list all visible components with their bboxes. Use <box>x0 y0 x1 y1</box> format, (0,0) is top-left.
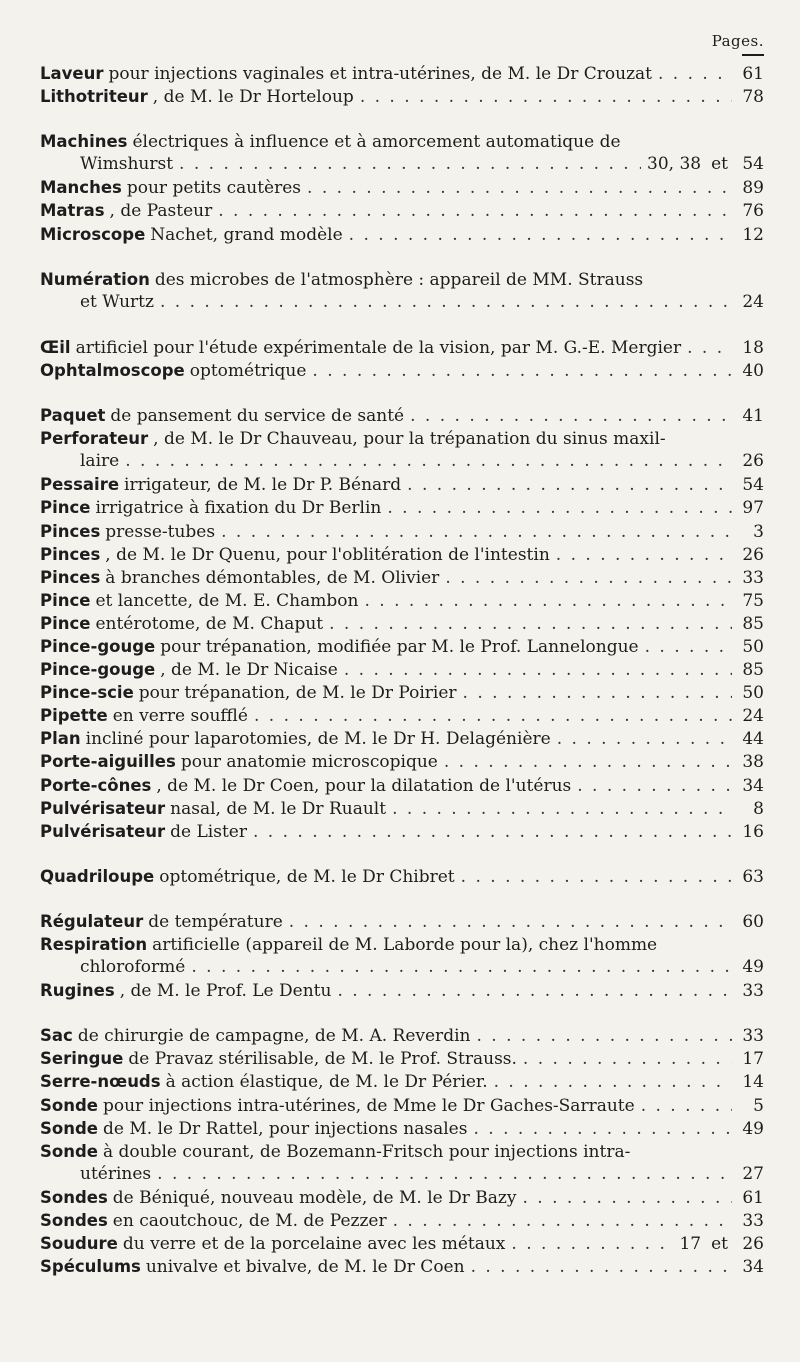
entry-keyword: Serre-nœuds <box>40 1072 161 1092</box>
page-number: 33 <box>742 1211 764 1232</box>
entry-line <box>40 427 764 450</box>
page-number: 3 <box>753 521 764 542</box>
index-entry <box>40 473 764 496</box>
page-number: 89 <box>742 178 764 199</box>
entry-description: des microbes de l'atmosphère : appareil de MM. Strauss <box>154 269 644 290</box>
index-entry <box>40 223 764 246</box>
entry-line <box>40 62 764 85</box>
dot-leader <box>289 911 732 934</box>
index-entry <box>40 658 764 681</box>
page-number: 97 <box>742 498 764 519</box>
entry-keyword: Soudure <box>40 1234 118 1254</box>
entry-keyword: Pinces <box>40 521 101 541</box>
page-number: 18 <box>742 337 764 358</box>
entry-line <box>40 176 764 199</box>
entry-description: Wimshurst <box>80 154 174 175</box>
entry-description: , de M. le Prof. Le Dentu <box>119 981 332 1002</box>
index-entry <box>40 933 764 979</box>
index-entry <box>40 496 764 519</box>
page-number: 63 <box>742 866 764 887</box>
entry-description: de Pravaz stérilisable, de M. le Prof. Strauss. <box>128 1049 517 1070</box>
index-entry <box>40 865 764 888</box>
index-group <box>40 130 764 245</box>
dot-leader <box>254 705 732 728</box>
index-entry <box>40 910 764 933</box>
entry-line <box>40 1024 764 1047</box>
index-group <box>40 910 764 1002</box>
entry-line <box>40 1117 764 1140</box>
index-entry <box>40 336 764 359</box>
dot-leader <box>387 497 732 520</box>
dot-leader <box>523 1048 732 1071</box>
entry-line <box>40 681 764 704</box>
dot-leader <box>392 798 732 821</box>
dot-leader <box>407 474 732 497</box>
dot-leader <box>641 1095 732 1118</box>
entry-line <box>40 750 764 773</box>
entry-line <box>40 566 764 589</box>
entry-description: de température <box>148 911 283 932</box>
entry-keyword: Pince-scie <box>40 683 134 703</box>
entry-description: artificiel pour l'étude expérimentale de la vision, par M. G.-E. Mergier <box>75 337 682 358</box>
page-number: 76 <box>742 201 764 222</box>
entry-keyword: Paquet <box>40 406 106 426</box>
page-number: 26 <box>742 1234 764 1255</box>
entry-description: de M. le Dr Rattel, pour injections nasales <box>102 1118 468 1139</box>
entry-keyword: Porte-cônes <box>40 775 152 795</box>
page-number: 60 <box>742 911 764 932</box>
dot-leader <box>494 1071 732 1094</box>
entry-description: électriques à influence et à amorcement automatique de <box>132 132 621 153</box>
entry-line <box>40 1232 764 1255</box>
index-entry <box>40 566 764 589</box>
entry-line <box>40 635 764 658</box>
index-entry <box>40 774 764 797</box>
entry-description: nasal, de M. le Dr Ruault <box>170 798 387 819</box>
dot-leader <box>476 1025 732 1048</box>
entry-line <box>40 1047 764 1070</box>
entry-line <box>40 820 764 843</box>
index-group <box>40 268 764 314</box>
dot-leader <box>556 544 732 567</box>
entry-description: et Wurtz <box>80 291 154 312</box>
dot-leader <box>307 177 732 200</box>
dot-leader <box>329 613 732 636</box>
page-number: 78 <box>742 87 764 108</box>
dot-leader <box>473 1118 732 1141</box>
entry-line <box>40 774 764 797</box>
index-entry <box>40 1255 764 1278</box>
dot-leader <box>410 405 732 428</box>
page-number: 85 <box>742 660 764 681</box>
dot-leader <box>191 956 732 979</box>
entry-line <box>40 589 764 612</box>
entry-keyword: Rugines <box>40 981 115 1001</box>
entry-keyword: Sonde <box>40 1118 98 1138</box>
index-entry <box>40 1094 764 1117</box>
entry-line <box>40 1255 764 1278</box>
page-number: 41 <box>742 406 764 427</box>
index-entry <box>40 635 764 658</box>
page-number: 24 <box>742 706 764 727</box>
index-group <box>40 865 764 888</box>
entry-description: utérines <box>80 1163 152 1184</box>
entry-keyword: Microscope <box>40 224 146 244</box>
index-entry <box>40 797 764 820</box>
entry-line <box>40 336 764 359</box>
page-number: 34 <box>742 775 764 796</box>
entry-description: en caoutchouc, de M. de Pezzer <box>112 1211 387 1232</box>
index-entry <box>40 520 764 543</box>
entry-continuation-line <box>40 1163 764 1186</box>
index-entry <box>40 359 764 382</box>
page-number: 17 <box>742 1049 764 1070</box>
entry-keyword: Pipette <box>40 706 108 726</box>
entry-line <box>40 704 764 727</box>
page-number: 33 <box>742 981 764 1002</box>
entry-keyword: Régulateur <box>40 911 144 931</box>
entry-description: en verre soufflé <box>112 706 248 727</box>
page-joiner: et <box>711 154 728 175</box>
entry-keyword: Laveur <box>40 64 104 83</box>
entry-keyword: Sonde <box>40 1095 98 1115</box>
page-number: 50 <box>742 683 764 704</box>
page-number: 33 <box>742 567 764 588</box>
index-entries <box>40 62 764 1278</box>
entry-line <box>40 473 764 496</box>
entry-description: incliné pour laparotomies, de M. le Dr H. Delagénière <box>85 729 551 750</box>
page-number: 44 <box>742 729 764 750</box>
dot-leader <box>221 521 732 544</box>
dot-leader <box>344 659 732 682</box>
index-entry <box>40 404 764 427</box>
entry-description: de Lister <box>170 821 247 842</box>
dot-leader <box>645 636 732 659</box>
entry-description: à double courant, de Bozemann-Fritsch pour injections intra- <box>102 1141 631 1162</box>
entry-description: du verre et de la porcelaine avec les métaux <box>122 1234 506 1255</box>
page-number: 26 <box>742 451 764 472</box>
index-entry <box>40 704 764 727</box>
entry-line <box>40 1209 764 1232</box>
entry-line <box>40 404 764 427</box>
dot-leader <box>360 86 732 109</box>
entry-description: , de M. le Dr Nicaise <box>160 660 338 681</box>
entry-keyword: Lithotriteur <box>40 87 148 107</box>
index-entry <box>40 130 764 176</box>
dot-leader <box>463 682 732 705</box>
entry-keyword: Porte-aiguilles <box>40 752 176 772</box>
entry-continuation-line <box>40 153 764 176</box>
index-entry <box>40 1140 764 1186</box>
page-number: 14 <box>742 1072 764 1093</box>
entry-keyword: Spéculums <box>40 1257 141 1277</box>
index-group <box>40 62 764 108</box>
entry-description: artificielle (appareil de M. Laborde pour la), chez l'homme <box>152 935 658 955</box>
index-entry <box>40 1070 764 1093</box>
entry-keyword: Sac <box>40 1026 73 1046</box>
dot-leader <box>393 1210 732 1233</box>
page-number: 34 <box>742 1257 764 1278</box>
entry-description: , de Pasteur <box>109 201 213 222</box>
entry-description: irrigateur, de M. le Dr P. Bénard <box>124 475 402 496</box>
index-entry <box>40 543 764 566</box>
entry-keyword: Pince <box>40 590 91 610</box>
page-number: 5 <box>753 1095 764 1116</box>
page-number: 54 <box>742 475 764 496</box>
entry-line <box>40 1186 764 1209</box>
dot-leader <box>364 590 732 613</box>
index-entry <box>40 176 764 199</box>
page-number: 54 <box>742 154 764 175</box>
page-number: 12 <box>742 224 764 245</box>
entry-description: et lancette, de M. E. Chambon <box>95 590 359 611</box>
index-entry <box>40 427 764 473</box>
page-joiner: et <box>711 1234 728 1255</box>
index-entry <box>40 727 764 750</box>
entry-description: Nachet, grand modèle <box>150 224 343 245</box>
page-number: 8 <box>753 798 764 819</box>
page-number: 17 <box>679 1234 702 1255</box>
entry-keyword: Pessaire <box>40 475 120 495</box>
entry-line <box>40 223 764 246</box>
index-entry <box>40 750 764 773</box>
entry-keyword: Numération <box>40 269 150 289</box>
entry-description: laire <box>80 451 120 472</box>
entry-keyword: Plan <box>40 729 81 749</box>
entry-continuation-line <box>40 450 764 473</box>
pages-column-header: Pages. <box>711 32 764 50</box>
index-entry <box>40 612 764 635</box>
entry-description: de Béniqué, nouveau modèle, de M. le Dr Bazy <box>112 1187 517 1208</box>
dot-leader <box>253 821 732 844</box>
index-group <box>40 1024 764 1278</box>
dot-leader <box>179 153 641 176</box>
entry-description: optométrique <box>189 360 307 381</box>
entry-continuation-line <box>40 956 764 979</box>
dot-leader <box>687 337 732 360</box>
dot-leader <box>444 751 732 774</box>
entry-description: , de M. le Dr Chauveau, pour la trépanation du sinus maxil- <box>153 429 666 450</box>
page-number: 49 <box>742 957 764 978</box>
entry-keyword: Ophtalmoscope <box>40 360 185 380</box>
dot-leader <box>312 360 732 383</box>
entry-keyword: Machines <box>40 132 128 152</box>
entry-description: pour injections vaginales et intra-utérines, de M. le Dr Crouzat <box>108 64 652 84</box>
entry-line <box>40 199 764 222</box>
entry-line <box>40 85 764 108</box>
dot-leader <box>218 200 732 223</box>
entry-description: à action élastique, de M. le Dr Périer. <box>165 1072 488 1093</box>
dot-leader <box>160 291 732 314</box>
entry-description: de chirurgie de campagne, de M. A. Reverdin <box>77 1026 471 1047</box>
entry-description: , de M. le Dr Horteloup <box>152 87 354 108</box>
dot-leader <box>511 1233 673 1256</box>
entry-line <box>40 543 764 566</box>
entry-description: pour trépanation, de M. le Dr Poirier <box>138 683 457 704</box>
entry-description: de pansement du service de santé <box>110 406 405 427</box>
dot-leader <box>658 63 732 86</box>
entry-description: pour injections intra-utérines, de Mme le Dr Gaches-Sarraute <box>102 1095 635 1116</box>
entry-description: chloroformé <box>80 957 186 978</box>
index-group <box>40 404 764 843</box>
entry-description: pour petits cautères <box>126 178 302 199</box>
entry-description: univalve et bivalve, de M. le Dr Coen <box>145 1257 465 1278</box>
index-group <box>40 336 764 382</box>
page-references <box>647 153 764 176</box>
dot-leader <box>557 728 732 751</box>
index-entry <box>40 85 764 108</box>
entry-line <box>40 1070 764 1093</box>
entry-line <box>40 612 764 635</box>
dot-leader <box>349 224 732 247</box>
index-entry <box>40 1047 764 1070</box>
entry-keyword: Sonde <box>40 1141 98 1161</box>
entry-line <box>40 1140 764 1163</box>
page-number: 49 <box>742 1118 764 1139</box>
entry-line <box>40 797 764 820</box>
entry-description: , de M. le Dr Coen, pour la dilatation de l'utérus <box>156 775 572 796</box>
entry-line <box>40 727 764 750</box>
entry-keyword: Pulvérisateur <box>40 798 166 818</box>
page-number: 26 <box>742 544 764 565</box>
entry-keyword: Pince <box>40 613 91 633</box>
page-number: 40 <box>742 360 764 381</box>
index-entry <box>40 979 764 1002</box>
page-number: 85 <box>742 613 764 634</box>
dot-leader <box>125 450 732 473</box>
index-entry <box>40 1209 764 1232</box>
index-entry <box>40 199 764 222</box>
entry-line <box>40 130 764 153</box>
page-number: 16 <box>742 821 764 842</box>
entry-keyword: Œil <box>40 337 71 357</box>
entry-description: pour trépanation, modifiée par M. le Prof. Lannelongue <box>160 636 639 657</box>
index-entry <box>40 1232 764 1255</box>
page-number: 33 <box>742 1026 764 1047</box>
entry-description: optométrique, de M. le Dr Chibret <box>159 866 455 887</box>
entry-description: presse-tubes <box>105 521 216 542</box>
index-entry <box>40 1024 764 1047</box>
entry-keyword: Pince <box>40 498 91 518</box>
page-number: 61 <box>742 64 764 84</box>
entry-line <box>40 1094 764 1117</box>
entry-line <box>40 865 764 888</box>
page-references <box>679 1233 764 1256</box>
entry-keyword: Sondes <box>40 1187 108 1207</box>
page-number: 75 <box>742 590 764 611</box>
entry-description: irrigatrice à fixation du Dr Berlin <box>95 498 382 519</box>
index-entry <box>40 62 764 85</box>
page-number: 27 <box>742 1163 764 1184</box>
page-number: 24 <box>742 291 764 312</box>
index-entry <box>40 1117 764 1140</box>
entry-keyword: Pulvérisateur <box>40 821 166 841</box>
dot-leader <box>157 1163 732 1186</box>
entry-line <box>40 268 764 291</box>
dot-leader <box>445 567 732 590</box>
entry-keyword: Pince-gouge <box>40 660 156 680</box>
entry-line <box>40 910 764 933</box>
entry-keyword: Quadriloupe <box>40 866 155 886</box>
page-number: 30, 38 <box>647 154 702 175</box>
entry-line <box>40 658 764 681</box>
entry-keyword: Sondes <box>40 1211 108 1231</box>
entry-keyword: Perforateur <box>40 429 149 449</box>
page-number: 61 <box>742 1187 764 1208</box>
dot-leader <box>337 980 732 1003</box>
entry-line <box>40 520 764 543</box>
entry-line <box>40 933 764 956</box>
entry-description: pour anatomie microscopique <box>180 752 438 773</box>
entry-description: entérotome, de M. Chaput <box>95 613 324 634</box>
entry-keyword: Pinces <box>40 567 101 587</box>
dot-leader <box>471 1256 732 1279</box>
entry-continuation-line <box>40 291 764 314</box>
entry-line <box>40 979 764 1002</box>
entry-description: à branches démontables, de M. Olivier <box>105 567 440 588</box>
index-entry <box>40 268 764 314</box>
index-entry <box>40 589 764 612</box>
entry-keyword: Manches <box>40 178 122 198</box>
index-entry <box>40 820 764 843</box>
page-number: 38 <box>742 752 764 773</box>
entry-keyword: Pinces <box>40 544 101 564</box>
entry-description: , de M. le Dr Quenu, pour l'oblitération de l'intestin <box>105 544 550 565</box>
index-entry <box>40 681 764 704</box>
dot-leader <box>461 866 732 889</box>
index-entry <box>40 1186 764 1209</box>
entry-keyword: Matras <box>40 201 105 221</box>
entry-keyword: Respiration <box>40 935 148 954</box>
dot-leader <box>577 775 732 798</box>
dot-leader <box>522 1187 732 1210</box>
entry-keyword: Seringue <box>40 1049 124 1069</box>
entry-line <box>40 359 764 382</box>
page-number: 50 <box>742 636 764 657</box>
entry-line <box>40 496 764 519</box>
entry-keyword: Pince-gouge <box>40 636 156 656</box>
